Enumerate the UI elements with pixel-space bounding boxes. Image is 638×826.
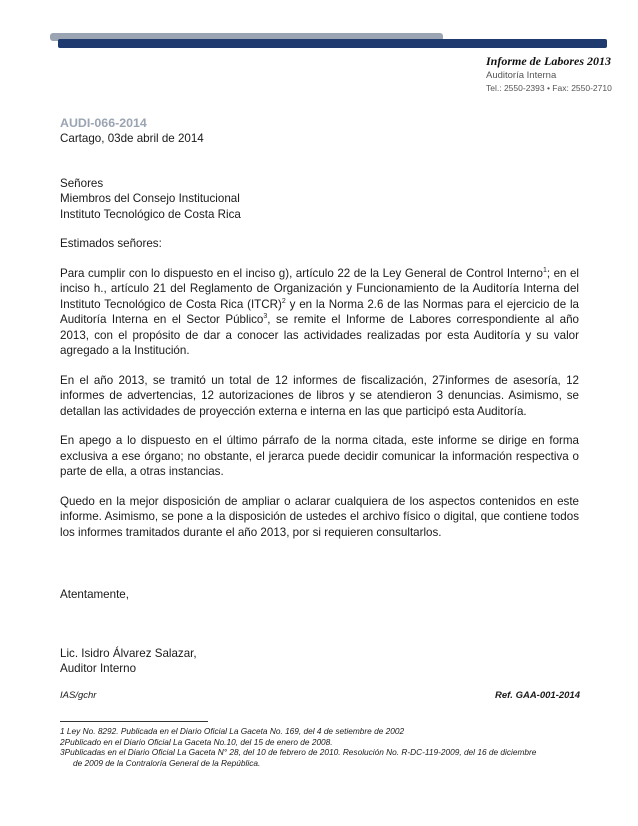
paragraph-1 — [60, 266, 579, 359]
recipient-line-1: Señores — [60, 176, 104, 190]
footnote-ref-2: 2 — [281, 297, 286, 305]
office-name: Auditoría Interna — [486, 70, 557, 81]
footnote-1: 1 Ley No. 8292. Publicada en el Diario Oficial La Gaceta No. 169, del 4 de setiembre de 2002 — [60, 726, 405, 736]
footnote-2: 2Publicado en el Diario Oficial La Gaceta No.10, del 15 de enero de 2008. — [60, 736, 333, 747]
signer-name: Lic. Isidro Álvarez Salazar, — [60, 646, 197, 660]
reference-code: Ref. GAA-001-2014 — [494, 690, 580, 701]
recipient-line-3: Instituto Tecnológico de Costa Rica — [60, 207, 241, 221]
salutation: Estimados señores: — [60, 237, 162, 250]
recipient-block — [60, 176, 579, 223]
signer-title: Auditor Interno — [60, 662, 137, 675]
footnote-ref-1: 1 — [542, 266, 547, 274]
closing: Atentamente, — [60, 588, 129, 601]
signature-block — [60, 646, 579, 677]
typist-initials: IAS/gchr — [60, 690, 97, 701]
paragraph-1-part-b: ; en el inciso h., artículo 21 del Reglamento de Organización y Funcionamiento de la Auditoría Interna del Instituto Tecnológico de Costa Rica (ITCR) — [60, 266, 580, 311]
footnote-3-continued: de 2009 de la Contraloría General de la República. — [73, 757, 261, 768]
paragraph-1-part-a: Para cumplir con lo dispuesto en el inciso g), artículo 22 de la Ley General de Control Interno — [60, 266, 543, 280]
letter-body — [60, 110, 579, 677]
paragraph-1-part-c: y en la Norma 2.6 de las Normas para el ejercicio de la Auditoría Interna en el Sector Público — [60, 297, 579, 326]
paragraph-1-part-d: , se remite el Informe de Labores correspondiente al año 2013, con el propósito de dar a conocer las actividades realizadas por esta Auditoría y su valor agregado a la Institución. — [60, 313, 579, 357]
paragraph-2: En el año 2013, se tramitó un total de 12 informes de fiscalización, 27informes de asesoría, 12 informes de advertencias, 12 autorizaciones de libros y se atendieron 3 denuncias. Asimismo, se detallan las actividades de proyección externa e interna en las que participó esta Auditoría. — [60, 373, 579, 418]
letter-reference: AUDI-066-2014 — [60, 116, 147, 130]
recipient-line-2: Miembros del Consejo Institucional — [60, 192, 240, 205]
city-date: Cartago, 03de abril de 2014 — [60, 132, 204, 145]
report-title: Informe de Labores 2013 — [486, 54, 611, 68]
footnote-divider — [60, 721, 208, 722]
paragraph-4: Quedo en la mejor disposición de ampliar o aclarar cualquiera de los aspectos contenidos en este informe. Asimismo, se pone a la disposición de ustedes el archivo físico o digital, que contiene todos los informes tramitados durante el año 2013, por si requieren consultarlos. — [60, 494, 579, 539]
office-phone-fax: Tel.: 2550-2393 • Fax: 2550-2710 — [486, 83, 612, 93]
footnote-3: 3Publicadas en el Diario Oficial La Gaceta N° 28, del 10 de febrero de 2010. Resolución No. R-DC-119-2009, del 16 de diciembre — [60, 747, 537, 758]
header-main-bar — [58, 39, 607, 48]
footnotes — [60, 726, 590, 768]
footnote-ref-3: 3 — [263, 313, 268, 321]
paragraph-3: En apego a lo dispuesto en el último párrafo de la norma citada, este informe se dirige en forma exclusiva a ese órgano; no obstante, el jerarca puede decidir comunicar la información respectiva o parte de ella, a otras instancias. — [60, 434, 579, 478]
